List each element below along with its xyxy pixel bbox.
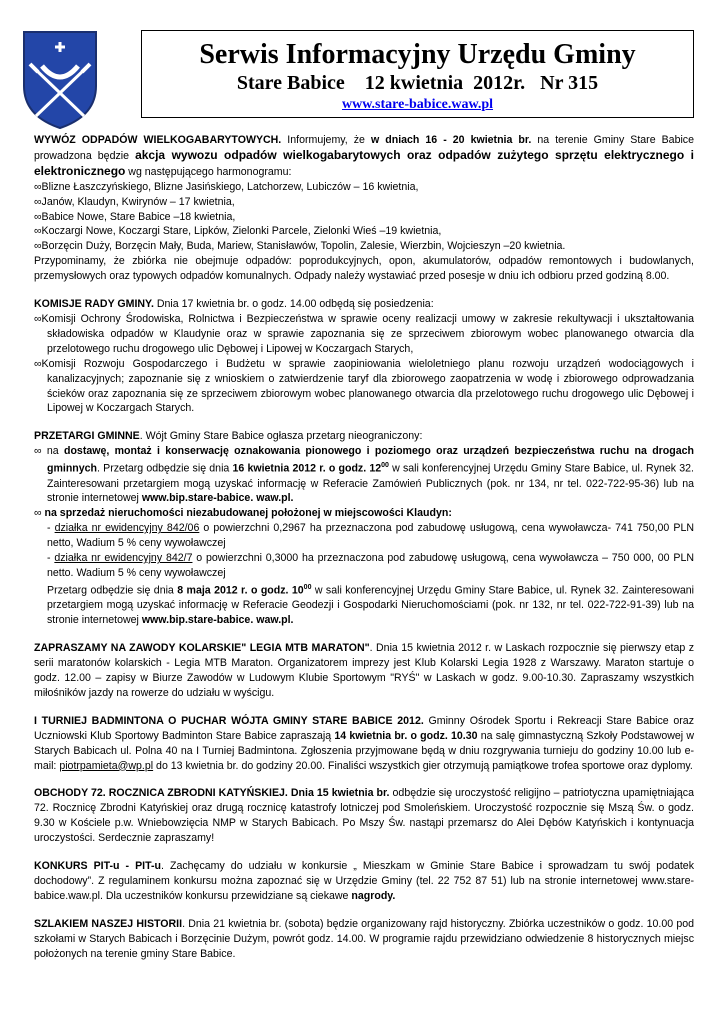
text-bold: 16 kwietnia 2012 r. o godz. 12 [232, 462, 382, 475]
section-heading: KOMISJE RADY GMINY. [34, 298, 154, 311]
text-bold: 14 kwietnia br. o godz. 10.30 [334, 729, 478, 742]
text: . Dnia 15 kwietnia 2012 r. w Laskach rozpocznie się pierwszy etap z serii maratonów kolarskich - Legia MTB Maraton. Organizatorem imprezy jest Klub Kolarski Legia 1928 z Warszawy. Maraton startuje o godz. 12.00 – zapisy w Biurze Zawodów w Ludowym Klubie Sportowym "RYŚ" w Laskach w godz. 9.00-10.30. Zapraszamy wszystkich miłośników jazdy na rowerze do udziału w wyścigu. [34, 642, 694, 699]
text: - [47, 522, 55, 535]
section-bulky-waste [34, 133, 694, 284]
section-heading: I TURNIEJ BADMINTONA O PUCHAR WÓJTA GMINY STARE BABICE 2012. [34, 714, 424, 727]
text-bold: w dniach 16 - 20 kwietnia br. [370, 134, 532, 146]
text: . Zachęcamy do udziału w konkursie „ Mieszkam w Gminie Stare Babice i sprowadzam tu swój podatek dochodowy”. Z regulaminem konkursu można zapoznać się w Urzędzie Gminy (tel. 22 752 87 51) lub na stronie internetowej www.stare-babice.waw.pl. Dla uczestników konkursu przewidziane są ciekawe [34, 860, 694, 902]
plot-number: działka nr ewidencyjny 842/06 [54, 522, 200, 535]
plot-item [34, 521, 694, 551]
committee-item: ∞Komisji Ochrony Środowiska, Rolnictwa i Bezpieczeństwa w sprawie oceny realizacji umowy w zakresie rekultywacji i ukształtowania składowiska odpadów w Klaudynie oraz w sprawie zapoznania się ze sprzeciwem zbiorowym wobec planowanego otwarcia dla przelotowego ruchu drogowego ulic Dębowej i Lipowej w Koczargach Starych, [34, 312, 694, 355]
section-cycling [34, 641, 694, 701]
section-heading: KONKURS PIT-u - PIT-u [34, 860, 162, 873]
text: - [47, 552, 55, 565]
article-body [34, 133, 694, 974]
bullet-symbol: ∞ [34, 445, 47, 458]
text: . Dnia 21 kwietnia br. (sobota) będzie organizowany rajd historyczny. Zbiórka uczestników o godz. 10.00 pod szkołami w Starych Babicach i Borzęcinie Dużym, powrót godz. 14.00. W programie rajdu przewidziano odwiedzenie 8 historycznych miejsc położonych na terenie gminy Stare Babice. [34, 917, 694, 960]
text: wg następującego harmonogramu: [125, 165, 292, 178]
email-link[interactable]: piotrpamieta@wp.pl [59, 759, 154, 772]
text: na terenie Gminy Stare Babice prowadzona będzie [34, 134, 695, 162]
bip-link[interactable]: www.bip.stare-babice. waw.pl. [141, 492, 294, 505]
tender-item [34, 444, 694, 506]
issue-subtitle: Stare Babice 12 kwietnia 2012r. Nr 315 [236, 72, 599, 94]
section-heading: PRZETARGI GMINNE [34, 430, 140, 443]
text-emphasis: akcja wywozu odpadów wielkogabarytowych oraz odpadów zużytego sprzętu elektrycznego i elektronicznego [34, 147, 694, 178]
bip-link[interactable]: www.bip.stare-babice. waw.pl. [141, 614, 294, 627]
text-bold: nagrody. [351, 889, 396, 902]
coat-of-arms-crest [20, 28, 100, 130]
section-heading: SZLAKIEM NASZEJ HISTORII [34, 917, 183, 930]
section-pit-contest [34, 859, 694, 904]
plot-item [34, 551, 694, 581]
superscript: 00 [381, 462, 389, 470]
section-tenders [34, 429, 694, 628]
text-bold: 8 maja 2012 r. o godz. 10 [177, 584, 304, 597]
section-heading: OBCHODY 72. ROCZNICA ZBRODNI KATYŃSKIEJ. Dnia 15 kwietnia br. [34, 787, 390, 800]
section-heading: ZAPRASZAMY NA ZAWODY KOLARSKIE" LEGIA MTB MARATON" [34, 642, 370, 655]
schedule-item: ∞Blizne Łaszczyńskiego, Blizne Jasińskiego, Latchorzew, Lubiczów – 16 kwietnia, [34, 180, 419, 193]
schedule-item: ∞Babice Nowe, Stare Babice –18 kwietnia, [34, 210, 236, 223]
text: Informujemy, że [281, 134, 371, 146]
schedule-item: ∞Janów, Klaudyn, Kwirynów – 17 kwietnia, [34, 195, 235, 208]
section-katyn [34, 786, 694, 846]
page-title: Serwis Informacyjny Urzędu Gminy [199, 39, 636, 70]
text: . Wójt Gminy Stare Babice ogłasza przetarg nieograniczony: [139, 430, 423, 443]
bullet-symbol: ∞ [34, 507, 45, 520]
text: w sali konferencyjnej Urzędu Gminy Stare Babice, ul. Rynek 32. Zainteresowani przetargiem mogą uzyskać informację w Referacie Geodezji i Gospodarki Nieruchomościami (pok. nr 132, nr tel. 022-722-91-39) lub na stronie internetowej [47, 584, 694, 627]
section-heading: WYWÓZ ODPADÓW WIELKOGABARYTOWYCH. [34, 134, 282, 146]
text-bold: dostawę, montaż i konserwację oznakowania pionowego i poziomego oraz urządzeń bezpieczeństwa ruchu na drogach gminnych [47, 445, 695, 475]
text: odbędzie się uroczystość religijno – patriotyczna upamiętniająca 72. Rocznicę Zbrodni Katyńskiej oraz drugą rocznicę katastrofy lotniczej pod Smoleńskiem. Uroczystość rozpocznie się Mszą Św. o godz. 9.30 w Kościele p.w. Wniebowzięcia NMP w Starych Babicach. Po Mszy Św. nastąpi przemarsz do Alei Dębów Katyńskich i kontynuacja uroczystości. Serdecznie zapraszamy! [34, 787, 694, 845]
text: w sali konferencyjnej Urzędu Gminy Stare Babice, ul. Rynek 32. Zainteresowani przetargiem mogą uzyskać informację w Referacie Zamówień Publicznych (pok. nr 134, nr tel. 022-722-95-36) lub na stronie internetowej [47, 462, 694, 505]
plot-number: działka nr ewidencyjny 842/7 [54, 552, 193, 565]
superscript: 00 [303, 583, 312, 591]
text: o powierzchni 0,2967 ha przeznaczona pod zabudowę usługową, cena wywoławcza- 741 750,00 PLN netto, Wadium 5 % ceny wywoławczej [47, 522, 694, 550]
text: Gminny Ośrodek Sportu i Rekreacji Stare Babice oraz Uczniowski Klub Sportowy Badminton Stare Babice zapraszają [34, 714, 694, 742]
text: do 13 kwietnia br. do godziny 20.00. Finaliści wszystkich gier otrzymują pamiątkowe trofea sportowe oraz dyplomy. [153, 759, 693, 772]
website-link[interactable]: www.stare-babice.waw.pl [341, 97, 494, 112]
text: na salę gimnastyczną Szkoły Podstawowej w Starych Babicach ul. Polna 40 na I Turniej Badmintona. Zgłoszenia przyjmowane będą w dniu rozgrywania turnieju do godziny 10.00 lub e-mail: [34, 729, 694, 772]
tender-item [34, 506, 694, 521]
schedule-item: ∞Borzęcin Duży, Borzęcin Mały, Buda, Mariew, Stanisławów, Topolin, Zalesie, Wierzbin, Wojcieszyn –20 kwietnia. [34, 240, 566, 253]
section-council-committees [34, 297, 694, 416]
text: Przetarg odbędzie się dnia [47, 584, 178, 597]
text: Dnia 17 kwietnia br. o godz. 14.00 odbędą się posiedzenia: [153, 298, 434, 311]
section-history-rally [34, 917, 694, 962]
committee-item: ∞Komisji Rozwoju Gospodarczego i Budżetu w sprawie zaopiniowania wieloletniego planu rozwoju urządzeń wodociągowych i kanalizacyjnych; zapoznanie się z wnioskiem o zatwierdzenie taryf dla zbiorowego zaopatrzenia w wodę i zbiorowego odprowadzania ścieków oraz zapoznania się ze sprzeciwem zbiorowym wobec planowanego otwarcia dla przelotowego ruchu drogowego ulic Dębowej i Lipowej w Koczargach Starych. [34, 357, 694, 415]
text: na [46, 445, 64, 458]
text-bold: na sprzedaż nieruchomości niezabudowanej położonej w miejscowości Klaudyn: [44, 507, 452, 520]
text: o powierzchni 0,3000 ha przeznaczona pod zabudowę usługową, cena wywoławcza – 750 000, 00 PLN netto. Wadium 5 % ceny wywoławczej [47, 552, 694, 579]
text: . Przetarg odbędzie się dnia [97, 462, 233, 475]
tender-details [34, 581, 694, 628]
header-box [141, 30, 694, 118]
reminder-note: Przypominamy, że zbiórka nie obejmuje odpadów: poprodukcyjnych, opon, akumulatorów, odpadów remontowych i budowlanych, przemysłowych oraz typowych odpadów komunalnych. Odpady należy wystawiać przed posesje w dniu ich odbioru przed godziną 8.00. [34, 255, 694, 283]
section-badminton [34, 714, 694, 774]
schedule-item: ∞Koczargi Nowe, Koczargi Stare, Lipków, Zielonki Parcele, Zielonki Wieś –19 kwietnia, [34, 225, 442, 238]
